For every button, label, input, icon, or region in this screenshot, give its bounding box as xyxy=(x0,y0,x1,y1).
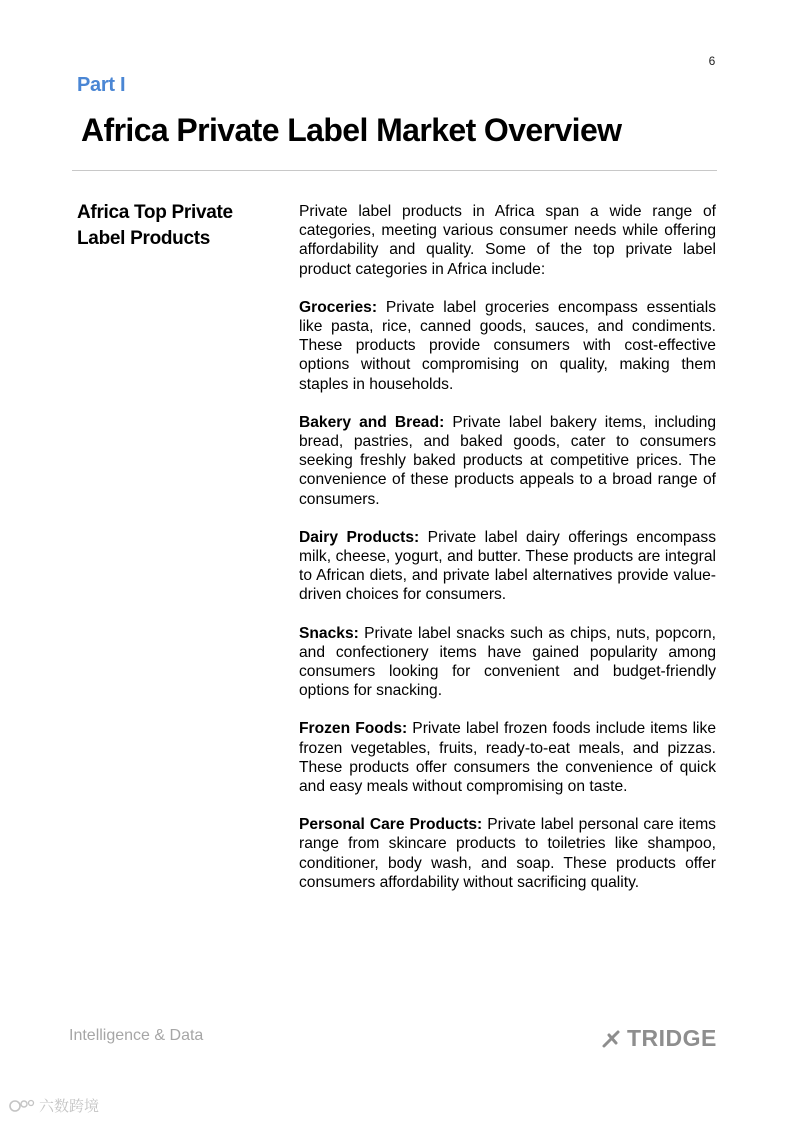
tridge-logo xyxy=(601,1025,717,1052)
tridge-logo-icon xyxy=(601,1029,621,1049)
list-item-dairy xyxy=(299,528,716,605)
item-text: Private label groceries encompass essentials like pasta, rice, canned goods, sauces, and condiments. These products provide consumers with cost-effective options without compromising on quality, making them staples in households. xyxy=(299,298,716,393)
intro-paragraph: Private label products in Africa span a wide range of categories, meeting various consumer needs while offering affordability and quality. Some of the top private label product categories in Africa include: xyxy=(299,203,716,278)
item-text: Private label frozen foods include items like frozen vegetables, fruits, ready-to-eat meals, and pizzas. These products offer consumers the convenience of quick and easy meals without compromising on taste. xyxy=(299,720,716,796)
watermark-icon xyxy=(8,1097,36,1115)
footer-text: Intelligence & Data xyxy=(69,1027,204,1044)
item-text: Private label dairy offerings encompass milk, cheese, yogurt, and butter. These products are integral to African diets, and private label alternatives provide value-driven choices for consumers. xyxy=(299,528,716,604)
page-title: Africa Private Label Market Overview xyxy=(81,112,622,148)
item-term: Snacks: xyxy=(299,624,359,642)
watermark-text: 六数跨境 xyxy=(39,1098,100,1115)
title-divider xyxy=(72,170,717,171)
part-label: Part I xyxy=(77,74,126,96)
item-term: Frozen Foods: xyxy=(299,720,408,738)
item-text: Private label snacks such as chips, nuts, popcorn, and confectionery items have gained popularity among consumers looking for convenient and budget-friendly options for snacking. xyxy=(299,624,716,700)
list-item-groceries xyxy=(299,298,716,394)
list-item-personal-care xyxy=(299,815,716,892)
watermark xyxy=(8,1095,99,1116)
item-term: Dairy Products: xyxy=(299,528,420,546)
item-text: Private label bakery items, including bread, pastries, and baked goods, cater to consumers seeking freshly baked products at competitive prices. The convenience of these products appeals to a broad range of consumers. xyxy=(299,413,716,508)
list-item-frozen-foods xyxy=(299,719,716,796)
list-item-snacks xyxy=(299,624,716,701)
item-term: Personal Care Products: xyxy=(299,816,483,834)
list-item-bakery xyxy=(299,413,716,509)
item-term: Bakery and Bread: xyxy=(299,413,445,431)
item-text: Private label personal care items range from skincare products to toiletries like shampoo, conditioner, body wash, and soap. These products offer consumers affordability without sacrificing quality. xyxy=(299,816,716,891)
item-term: Groceries: xyxy=(299,298,378,316)
section-heading: Africa Top Private Label Products xyxy=(77,202,233,249)
logo-text: TRIDGE xyxy=(627,1025,717,1051)
body-column xyxy=(299,202,716,911)
page-number: 6 xyxy=(708,54,716,68)
